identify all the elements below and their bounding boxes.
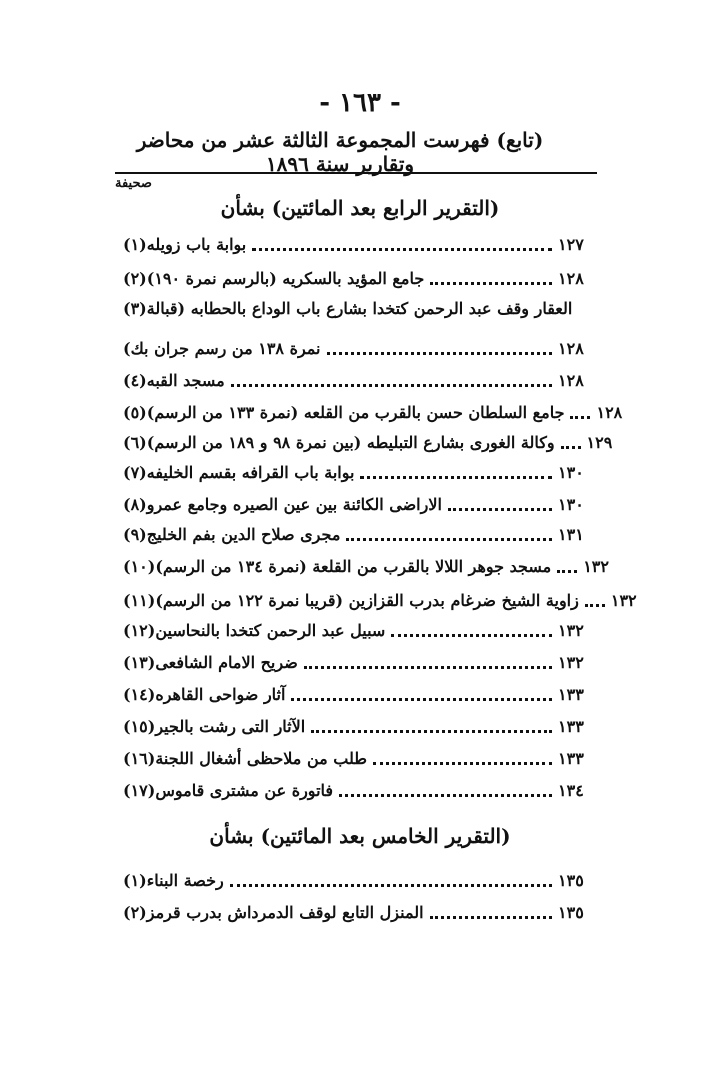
toc-entry-number: (١٠) bbox=[123, 556, 156, 576]
toc-entry-title: وكالة الغورى بشارع التبليطه (بين نمرة ٩٨ و ١٨٩ من الرسم) bbox=[146, 432, 555, 452]
toc-entry bbox=[115, 776, 600, 804]
toc-entry-title: الآثار التى رشت بالجير bbox=[155, 716, 306, 736]
toc-entry bbox=[115, 230, 600, 258]
toc-entry-number: (٩) bbox=[123, 524, 147, 544]
header-rule bbox=[115, 172, 597, 174]
toc-entry-page: ١٢٨ bbox=[596, 402, 623, 422]
dot-leader bbox=[304, 656, 552, 669]
toc-entry-title: ضريح الامام الشافعى bbox=[155, 652, 298, 672]
toc-entry-page: ١٢٨ bbox=[558, 370, 584, 390]
toc-entry bbox=[115, 294, 600, 322]
dot-leader bbox=[291, 688, 552, 701]
toc-entry-number: (٣) bbox=[123, 298, 147, 318]
toc-entry-number: (١٧) bbox=[123, 780, 156, 800]
dot-leader bbox=[339, 784, 552, 797]
toc-entry-page: ١٣٣ bbox=[558, 716, 584, 736]
section-title-205: (التقرير الخامس بعد المائتين) بشأن bbox=[209, 824, 511, 848]
toc-entry bbox=[115, 520, 600, 548]
toc-entry-number: (١٦) bbox=[123, 748, 156, 768]
toc-entry bbox=[115, 616, 600, 644]
dot-leader bbox=[561, 436, 581, 449]
toc-entry bbox=[115, 458, 600, 486]
toc-entry-title: العقار وقف عبد الرحمن كتخدا بشارع باب الوداع بالحطابه (قبالة bbox=[146, 298, 573, 318]
toc-entry-title: مسجد جوهر اللالا بالقرب من القلعة (نمرة ١٣٤ من الرسم) bbox=[155, 556, 552, 576]
dot-leader bbox=[327, 342, 553, 355]
toc-entry-number: (١٣) bbox=[123, 652, 156, 672]
toc-entry-title: طلب من ملاحظى أشغال اللجنة bbox=[155, 748, 368, 768]
dot-leader bbox=[252, 238, 552, 251]
toc-entry-page: ١٣٤ bbox=[558, 780, 584, 800]
toc-entry-number: (١٢) bbox=[123, 620, 156, 640]
toc-entry-title: سبيل عبد الرحمن كتخدا بالنحاسين bbox=[155, 620, 386, 640]
toc-entry-page: ١٣٢ bbox=[558, 652, 584, 672]
dot-leader bbox=[448, 498, 552, 511]
toc-entry-title: نمرة ١٣٨ من رسم جران بك) bbox=[123, 338, 321, 358]
toc-entry bbox=[115, 712, 600, 740]
toc-entry-page: ١٣٢ bbox=[610, 590, 637, 610]
toc-entry bbox=[115, 264, 600, 292]
toc-entry-title: الاراضى الكائنة بين عين الصيره وجامع عمرو bbox=[146, 494, 442, 514]
dot-leader bbox=[570, 406, 590, 419]
toc-entry bbox=[115, 898, 600, 926]
toc-entry-page: ١٢٨ bbox=[558, 338, 584, 358]
dot-leader bbox=[557, 560, 577, 573]
toc-entry bbox=[115, 866, 600, 894]
toc-entry-page: ١٢٩ bbox=[586, 432, 613, 452]
toc-entry bbox=[115, 490, 600, 518]
toc-entry-title: المنزل التابع لوقف الدمرداش بدرب قرمز bbox=[146, 902, 424, 922]
toc-entry-title: زاوية الشيخ ضرغام بدرب القزازين (قريبا نمرة ١٢٢ من الرسم) bbox=[155, 590, 579, 610]
toc-entry bbox=[115, 648, 600, 676]
dot-leader bbox=[311, 720, 552, 733]
toc-entry-number: (٢) bbox=[123, 268, 147, 288]
dot-leader bbox=[346, 528, 552, 541]
toc-entry bbox=[115, 586, 637, 614]
toc-entry-title: جامع المؤيد بالسكريه (بالرسم نمرة ١٩٠) bbox=[146, 268, 425, 288]
toc-entry bbox=[115, 552, 609, 580]
toc-entry-title: فاتورة عن مشترى قاموس bbox=[155, 780, 334, 800]
toc-entry bbox=[115, 428, 613, 456]
toc-entry-page: ١٣٠ bbox=[558, 494, 584, 514]
toc-entry-page: ١٣٣ bbox=[558, 748, 584, 768]
toc-entry-title: رخصة البناء bbox=[146, 870, 224, 890]
dot-leader bbox=[585, 594, 605, 607]
page-number: - ١٦٣ - bbox=[319, 88, 401, 118]
toc-entry-number: (١١) bbox=[123, 590, 156, 610]
toc-entry-number: (٤) bbox=[123, 370, 147, 390]
toc-entry-number: (٨) bbox=[123, 494, 147, 514]
toc-entry bbox=[115, 334, 600, 362]
toc-entry bbox=[115, 680, 600, 708]
toc-entry-title: بوابة باب القرافه بقسم الخليفه bbox=[146, 462, 355, 482]
toc-entry-number: (٧) bbox=[123, 462, 147, 482]
toc-entry-title: بوابة باب زويله bbox=[146, 234, 247, 254]
toc-entry-page: ١٢٧ bbox=[558, 234, 584, 254]
toc-entry-page: ١٣٥ bbox=[558, 902, 584, 922]
toc-entry-page: ١٣٣ bbox=[558, 684, 584, 704]
toc-entry-number: (١٤) bbox=[123, 684, 156, 704]
toc-entry bbox=[115, 744, 600, 772]
dot-leader bbox=[360, 466, 552, 479]
toc-entry-number: (٢) bbox=[123, 902, 147, 922]
toc-entry-title: مسجد القبه bbox=[146, 370, 225, 390]
toc-entry-number: (٦) bbox=[123, 432, 147, 452]
toc-entry-number: (١) bbox=[123, 870, 147, 890]
toc-entry-title: جامع السلطان حسن بالقرب من القلعه (نمرة ١٣٣ من الرسم) bbox=[146, 402, 565, 422]
toc-entry-number: (١٥) bbox=[123, 716, 156, 736]
toc-entry-page: ١٣١ bbox=[558, 524, 584, 544]
toc-entry-page: ١٣٢ bbox=[558, 620, 584, 640]
dot-leader bbox=[230, 874, 552, 887]
section-title-204: (التقرير الرابع بعد المائتين) بشأن bbox=[220, 196, 500, 220]
toc-entry-title: مجرى صلاح الدين بفم الخليج bbox=[146, 524, 341, 544]
dot-leader bbox=[430, 272, 552, 285]
toc-entry-page: ١٣٥ bbox=[558, 870, 584, 890]
toc-entry bbox=[115, 366, 600, 394]
toc-entry-page: ١٣٢ bbox=[583, 556, 609, 576]
toc-entry-page: ١٢٨ bbox=[558, 268, 584, 288]
page-header: (تابع) فهرست المجموعة الثالثة عشر من محاضر وتقارير سنة ١٨٩٦ bbox=[136, 128, 544, 176]
dot-leader bbox=[430, 906, 552, 919]
dot-leader bbox=[231, 374, 552, 387]
dot-leader bbox=[373, 752, 552, 765]
toc-entry bbox=[115, 398, 623, 426]
page-column-label: صحيفة bbox=[115, 176, 152, 191]
toc-entry-number: (٥) bbox=[123, 402, 147, 422]
toc-entry-title: آثار ضواحى القاهره bbox=[155, 684, 286, 704]
toc-entry-number: (١) bbox=[123, 234, 147, 254]
dot-leader bbox=[391, 624, 552, 637]
toc-entry-page: ١٣٠ bbox=[558, 462, 584, 482]
